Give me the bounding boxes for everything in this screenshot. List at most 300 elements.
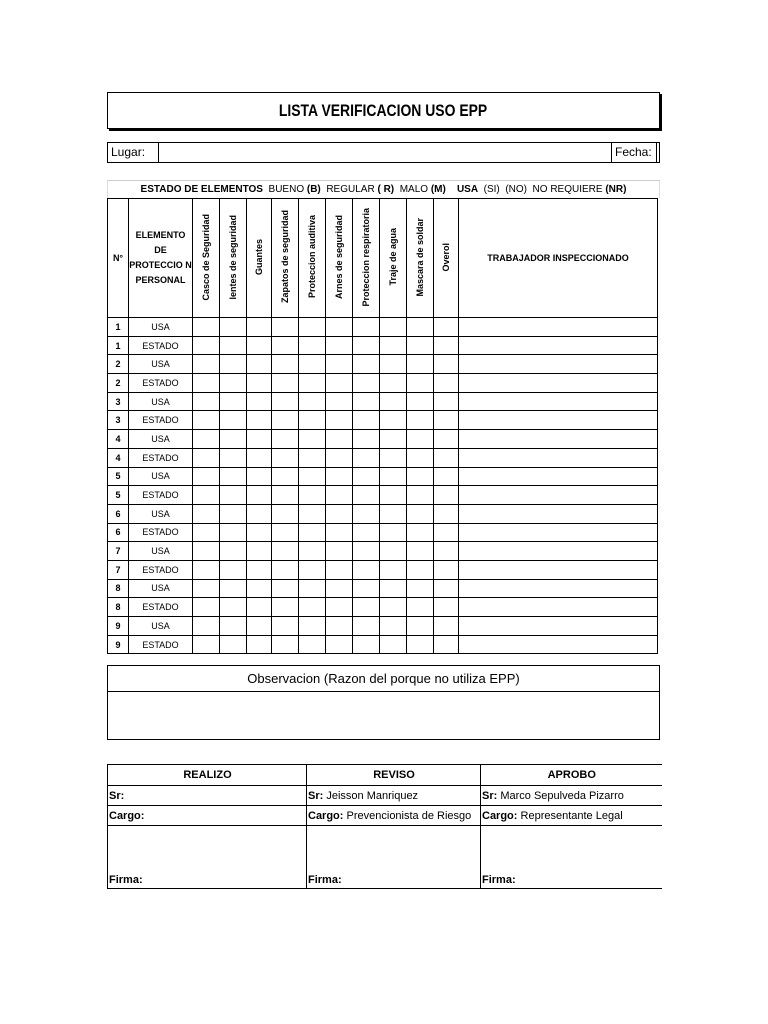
- check-cell[interactable]: [272, 486, 299, 505]
- worker-cell[interactable]: [459, 430, 658, 449]
- row-type: USA: [129, 392, 193, 411]
- check-cell[interactable]: [193, 355, 220, 374]
- row-number: 5: [108, 467, 129, 486]
- check-cell[interactable]: [434, 579, 459, 598]
- check-cell[interactable]: [326, 579, 353, 598]
- observacion-label: Observacion (Razon del porque no utiliza EPP): [108, 666, 659, 692]
- status-prefix: ESTADO DE ELEMENTOS: [140, 184, 263, 195]
- reviso-header: REVISO: [307, 765, 481, 786]
- check-cell[interactable]: [220, 560, 247, 579]
- check-cell[interactable]: [247, 560, 272, 579]
- col-element-label: Casco de Seguridad: [201, 213, 211, 301]
- check-cell[interactable]: [407, 542, 434, 561]
- check-cell[interactable]: [299, 542, 326, 561]
- row-type: ESTADO: [129, 523, 193, 542]
- check-cell[interactable]: [272, 411, 299, 430]
- check-cell[interactable]: [193, 336, 220, 355]
- check-cell[interactable]: [247, 374, 272, 393]
- col-element-label: Zapatos de seguridad: [280, 210, 290, 304]
- row-number: 9: [108, 617, 129, 636]
- lugar-fecha-row: [107, 142, 660, 163]
- realizo-sr[interactable]: [108, 786, 307, 806]
- aprobo-sr-value: Marco Sepulveda Pizarro: [500, 789, 624, 802]
- check-cell[interactable]: [380, 318, 407, 337]
- row-type: USA: [129, 542, 193, 561]
- reviso-cargo[interactable]: [307, 806, 481, 826]
- check-cell[interactable]: [380, 374, 407, 393]
- check-cell[interactable]: [220, 392, 247, 411]
- check-cell[interactable]: [220, 318, 247, 337]
- check-cell[interactable]: [299, 523, 326, 542]
- check-cell[interactable]: [272, 504, 299, 523]
- check-cell[interactable]: [353, 336, 380, 355]
- check-cell[interactable]: [247, 486, 272, 505]
- check-cell[interactable]: [326, 486, 353, 505]
- col-elemento-header: ELEMENTO DE PROTECCIO N PERSONAL: [129, 199, 193, 318]
- check-cell[interactable]: [247, 355, 272, 374]
- check-cell[interactable]: [434, 598, 459, 617]
- row-type: ESTADO: [129, 598, 193, 617]
- check-cell[interactable]: [220, 579, 247, 598]
- check-cell[interactable]: [193, 411, 220, 430]
- row-type: USA: [129, 579, 193, 598]
- check-cell[interactable]: [380, 355, 407, 374]
- check-cell[interactable]: [353, 318, 380, 337]
- epp-checklist-table: [107, 198, 658, 654]
- check-cell[interactable]: [353, 579, 380, 598]
- check-cell[interactable]: [407, 523, 434, 542]
- check-cell[interactable]: [407, 617, 434, 636]
- status-legend: [107, 180, 660, 198]
- check-cell[interactable]: [380, 448, 407, 467]
- check-cell[interactable]: [193, 318, 220, 337]
- row-type: USA: [129, 318, 193, 337]
- check-cell[interactable]: [299, 336, 326, 355]
- table-row: [108, 467, 658, 486]
- check-cell[interactable]: [434, 430, 459, 449]
- status-malo: MALO: [399, 184, 429, 195]
- check-cell[interactable]: [353, 374, 380, 393]
- check-cell[interactable]: [407, 448, 434, 467]
- col-element-header: [380, 199, 407, 318]
- row-number: 5: [108, 486, 129, 505]
- realizo-firma[interactable]: [108, 826, 307, 889]
- check-cell[interactable]: [247, 318, 272, 337]
- check-cell[interactable]: [434, 318, 459, 337]
- check-cell[interactable]: [407, 355, 434, 374]
- realizo-sr-label: Sr:: [109, 789, 125, 802]
- worker-cell[interactable]: [459, 542, 658, 561]
- check-cell[interactable]: [220, 336, 247, 355]
- check-cell[interactable]: [353, 392, 380, 411]
- check-cell[interactable]: [193, 523, 220, 542]
- row-type: USA: [129, 355, 193, 374]
- status-no: (NO): [505, 184, 527, 195]
- check-cell[interactable]: [353, 523, 380, 542]
- check-cell[interactable]: [299, 598, 326, 617]
- worker-cell[interactable]: [459, 523, 658, 542]
- check-cell[interactable]: [193, 467, 220, 486]
- check-cell[interactable]: [247, 523, 272, 542]
- reviso-cargo-value: Prevencionista de Riesgo: [346, 809, 472, 822]
- table-header-row: [108, 199, 658, 318]
- worker-cell[interactable]: [459, 411, 658, 430]
- realizo-cargo[interactable]: [108, 806, 307, 826]
- check-cell[interactable]: [353, 411, 380, 430]
- check-cell[interactable]: [272, 523, 299, 542]
- col-element-label: Arnes de seguridad: [334, 214, 344, 300]
- aprobo-sr[interactable]: [481, 786, 662, 806]
- check-cell[interactable]: [247, 542, 272, 561]
- col-element-label: Proteccion auditiva: [307, 215, 317, 299]
- check-cell[interactable]: [407, 579, 434, 598]
- check-cell[interactable]: [272, 336, 299, 355]
- worker-cell[interactable]: [459, 486, 658, 505]
- check-cell[interactable]: [380, 486, 407, 505]
- check-cell[interactable]: [193, 392, 220, 411]
- check-cell[interactable]: [353, 598, 380, 617]
- check-cell[interactable]: [247, 448, 272, 467]
- check-cell[interactable]: [407, 430, 434, 449]
- check-cell[interactable]: [220, 523, 247, 542]
- check-cell[interactable]: [326, 430, 353, 449]
- status-bueno-code: (B): [306, 184, 321, 195]
- check-cell[interactable]: [247, 504, 272, 523]
- check-cell[interactable]: [247, 635, 272, 654]
- worker-cell[interactable]: [459, 598, 658, 617]
- col-element-header: [220, 199, 247, 318]
- check-cell[interactable]: [380, 560, 407, 579]
- check-cell[interactable]: [353, 560, 380, 579]
- signature-header-row: [108, 765, 662, 786]
- check-cell[interactable]: [299, 617, 326, 636]
- check-cell[interactable]: [434, 617, 459, 636]
- check-cell[interactable]: [380, 617, 407, 636]
- status-bueno: BUENO: [268, 184, 305, 195]
- check-cell[interactable]: [247, 411, 272, 430]
- check-cell[interactable]: [220, 486, 247, 505]
- check-cell[interactable]: [407, 467, 434, 486]
- row-number: 7: [108, 542, 129, 561]
- check-cell[interactable]: [434, 504, 459, 523]
- aprobo-firma-label: Firma:: [482, 874, 516, 886]
- col-element-label: lentes de seguridad: [228, 214, 238, 300]
- check-cell[interactable]: [407, 560, 434, 579]
- row-number: 3: [108, 411, 129, 430]
- document-title-box: [107, 92, 660, 129]
- aprobo-header: APROBO: [481, 765, 662, 786]
- check-cell[interactable]: [326, 374, 353, 393]
- worker-cell[interactable]: [459, 467, 658, 486]
- check-cell[interactable]: [272, 467, 299, 486]
- check-cell[interactable]: [272, 598, 299, 617]
- check-cell[interactable]: [299, 392, 326, 411]
- observacion-field[interactable]: [108, 692, 659, 740]
- fecha-field[interactable]: [657, 143, 759, 162]
- worker-cell[interactable]: [459, 617, 658, 636]
- worker-cell[interactable]: [459, 336, 658, 355]
- check-cell[interactable]: [380, 635, 407, 654]
- table-row: [108, 598, 658, 617]
- check-cell[interactable]: [299, 635, 326, 654]
- aprobo-sr-label: Sr:: [482, 789, 498, 802]
- check-cell[interactable]: [353, 430, 380, 449]
- check-cell[interactable]: [380, 411, 407, 430]
- check-cell[interactable]: [220, 411, 247, 430]
- check-cell[interactable]: [380, 504, 407, 523]
- signature-sr-row: [108, 786, 662, 806]
- check-cell[interactable]: [272, 355, 299, 374]
- check-cell[interactable]: [326, 635, 353, 654]
- table-row: [108, 448, 658, 467]
- reviso-sr-label: Sr:: [308, 789, 324, 802]
- check-cell[interactable]: [193, 504, 220, 523]
- check-cell[interactable]: [272, 430, 299, 449]
- row-number: 8: [108, 579, 129, 598]
- check-cell[interactable]: [220, 635, 247, 654]
- worker-cell[interactable]: [459, 560, 658, 579]
- row-type: ESTADO: [129, 635, 193, 654]
- check-cell[interactable]: [434, 635, 459, 654]
- check-cell[interactable]: [220, 374, 247, 393]
- check-cell[interactable]: [193, 617, 220, 636]
- check-cell[interactable]: [407, 635, 434, 654]
- check-cell[interactable]: [193, 579, 220, 598]
- col-element-label: Traje de agua: [388, 228, 398, 286]
- status-noreq-code: (NR): [605, 184, 627, 195]
- check-cell[interactable]: [193, 430, 220, 449]
- row-number: 2: [108, 374, 129, 393]
- check-cell[interactable]: [326, 411, 353, 430]
- check-cell[interactable]: [434, 448, 459, 467]
- check-cell[interactable]: [353, 448, 380, 467]
- check-cell[interactable]: [380, 467, 407, 486]
- table-row: [108, 336, 658, 355]
- check-cell[interactable]: [247, 430, 272, 449]
- worker-cell[interactable]: [459, 504, 658, 523]
- signature-firma-row: [108, 826, 662, 889]
- check-cell[interactable]: [353, 635, 380, 654]
- check-cell[interactable]: [380, 430, 407, 449]
- check-cell[interactable]: [407, 336, 434, 355]
- row-number: 2: [108, 355, 129, 374]
- table-row: [108, 392, 658, 411]
- check-cell[interactable]: [326, 617, 353, 636]
- col-element-header: [407, 199, 434, 318]
- check-cell[interactable]: [272, 560, 299, 579]
- check-cell[interactable]: [220, 617, 247, 636]
- check-cell[interactable]: [220, 504, 247, 523]
- check-cell[interactable]: [247, 392, 272, 411]
- check-cell[interactable]: [299, 318, 326, 337]
- lugar-field[interactable]: [159, 143, 612, 162]
- row-type: ESTADO: [129, 411, 193, 430]
- table-row: [108, 374, 658, 393]
- check-cell[interactable]: [326, 318, 353, 337]
- worker-cell[interactable]: [459, 579, 658, 598]
- check-cell[interactable]: [407, 598, 434, 617]
- check-cell[interactable]: [247, 617, 272, 636]
- check-cell[interactable]: [353, 355, 380, 374]
- check-cell[interactable]: [272, 374, 299, 393]
- check-cell[interactable]: [272, 617, 299, 636]
- col-element-header: [353, 199, 380, 318]
- check-cell[interactable]: [193, 448, 220, 467]
- check-cell[interactable]: [272, 392, 299, 411]
- check-cell[interactable]: [353, 504, 380, 523]
- check-cell[interactable]: [326, 336, 353, 355]
- aprobo-firma[interactable]: [481, 826, 662, 889]
- check-cell[interactable]: [326, 467, 353, 486]
- check-cell[interactable]: [272, 579, 299, 598]
- check-cell[interactable]: [272, 318, 299, 337]
- check-cell[interactable]: [326, 523, 353, 542]
- col-number-header: N°: [108, 199, 129, 318]
- reviso-sr[interactable]: [307, 786, 481, 806]
- check-cell[interactable]: [380, 542, 407, 561]
- row-type: ESTADO: [129, 336, 193, 355]
- check-cell[interactable]: [220, 448, 247, 467]
- reviso-cargo-label: Cargo:: [308, 809, 344, 822]
- check-cell[interactable]: [380, 392, 407, 411]
- check-cell[interactable]: [407, 392, 434, 411]
- check-cell[interactable]: [434, 336, 459, 355]
- check-cell[interactable]: [326, 560, 353, 579]
- reviso-firma[interactable]: [307, 826, 481, 889]
- check-cell[interactable]: [407, 486, 434, 505]
- status-regular: REGULAR: [326, 184, 375, 195]
- check-cell[interactable]: [247, 579, 272, 598]
- check-cell[interactable]: [326, 355, 353, 374]
- check-cell[interactable]: [299, 504, 326, 523]
- check-cell[interactable]: [299, 448, 326, 467]
- col-trabajador-header: TRABAJADOR INSPECCIONADO: [459, 199, 658, 318]
- worker-cell[interactable]: [459, 635, 658, 654]
- check-cell[interactable]: [380, 336, 407, 355]
- check-cell[interactable]: [193, 598, 220, 617]
- check-cell[interactable]: [326, 504, 353, 523]
- col-element-header: [299, 199, 326, 318]
- check-cell[interactable]: [434, 392, 459, 411]
- check-cell[interactable]: [434, 560, 459, 579]
- check-cell[interactable]: [299, 560, 326, 579]
- check-cell[interactable]: [299, 411, 326, 430]
- table-row: [108, 318, 658, 337]
- worker-cell[interactable]: [459, 318, 658, 337]
- check-cell[interactable]: [193, 486, 220, 505]
- check-cell[interactable]: [299, 579, 326, 598]
- check-cell[interactable]: [434, 467, 459, 486]
- table-row: [108, 486, 658, 505]
- check-cell[interactable]: [247, 336, 272, 355]
- check-cell[interactable]: [299, 355, 326, 374]
- check-cell[interactable]: [407, 374, 434, 393]
- worker-cell[interactable]: [459, 355, 658, 374]
- fecha-label: Fecha:: [612, 143, 657, 162]
- col-element-label: Guantes: [254, 238, 264, 275]
- table-row: [108, 579, 658, 598]
- check-cell[interactable]: [434, 374, 459, 393]
- check-cell[interactable]: [193, 374, 220, 393]
- check-cell[interactable]: [407, 318, 434, 337]
- table-row: [108, 411, 658, 430]
- check-cell[interactable]: [299, 430, 326, 449]
- check-cell[interactable]: [220, 542, 247, 561]
- col-element-header: [247, 199, 272, 318]
- row-number: 8: [108, 598, 129, 617]
- row-type: USA: [129, 617, 193, 636]
- check-cell[interactable]: [247, 598, 272, 617]
- row-type: ESTADO: [129, 374, 193, 393]
- check-cell[interactable]: [326, 542, 353, 561]
- check-cell[interactable]: [299, 486, 326, 505]
- check-cell[interactable]: [272, 542, 299, 561]
- check-cell[interactable]: [193, 542, 220, 561]
- aprobo-cargo-value: Representante Legal: [520, 809, 623, 822]
- check-cell[interactable]: [220, 467, 247, 486]
- check-cell[interactable]: [247, 467, 272, 486]
- realizo-header: REALIZO: [108, 765, 307, 786]
- check-cell[interactable]: [434, 542, 459, 561]
- check-cell[interactable]: [326, 392, 353, 411]
- check-cell[interactable]: [407, 411, 434, 430]
- check-cell[interactable]: [434, 355, 459, 374]
- check-cell[interactable]: [272, 635, 299, 654]
- row-number: 4: [108, 448, 129, 467]
- worker-cell[interactable]: [459, 392, 658, 411]
- check-cell[interactable]: [380, 523, 407, 542]
- check-cell[interactable]: [299, 374, 326, 393]
- check-cell[interactable]: [272, 448, 299, 467]
- check-cell[interactable]: [326, 598, 353, 617]
- col-element-label: Overol: [441, 242, 451, 272]
- check-cell[interactable]: [434, 486, 459, 505]
- col-element-header: [326, 199, 353, 318]
- check-cell[interactable]: [326, 448, 353, 467]
- check-cell[interactable]: [193, 635, 220, 654]
- row-number: 6: [108, 504, 129, 523]
- status-si: (SI): [483, 184, 500, 195]
- check-cell[interactable]: [220, 430, 247, 449]
- aprobo-cargo-label: Cargo:: [482, 809, 518, 822]
- check-cell[interactable]: [434, 523, 459, 542]
- table-row: [108, 560, 658, 579]
- worker-cell[interactable]: [459, 374, 658, 393]
- check-cell[interactable]: [193, 560, 220, 579]
- worker-cell[interactable]: [459, 448, 658, 467]
- row-number: 3: [108, 392, 129, 411]
- row-number: 6: [108, 523, 129, 542]
- check-cell[interactable]: [434, 411, 459, 430]
- status-noreq: NO REQUIERE: [532, 184, 603, 195]
- aprobo-cargo[interactable]: [481, 806, 662, 826]
- check-cell[interactable]: [380, 579, 407, 598]
- table-row: [108, 542, 658, 561]
- row-type: ESTADO: [129, 486, 193, 505]
- check-cell[interactable]: [353, 486, 380, 505]
- table-row: [108, 430, 658, 449]
- check-cell[interactable]: [380, 598, 407, 617]
- check-cell[interactable]: [220, 355, 247, 374]
- check-cell[interactable]: [353, 542, 380, 561]
- document-title: LISTA VERIFICACION USO EPP: [279, 100, 488, 120]
- check-cell[interactable]: [353, 467, 380, 486]
- check-cell[interactable]: [353, 617, 380, 636]
- check-cell[interactable]: [299, 467, 326, 486]
- check-cell[interactable]: [220, 598, 247, 617]
- check-cell[interactable]: [407, 504, 434, 523]
- status-usa: USA: [456, 184, 479, 195]
